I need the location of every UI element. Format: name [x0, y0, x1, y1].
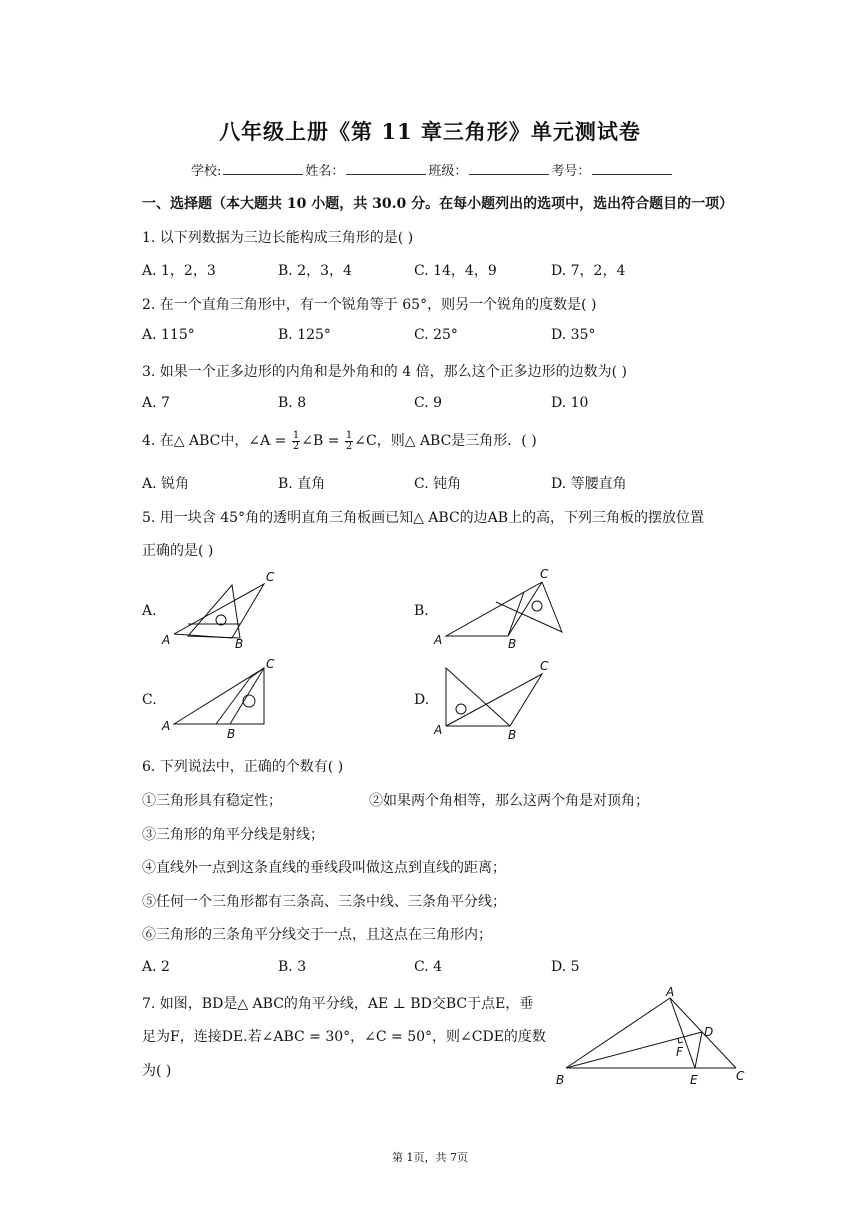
page-title: 八年级上册《第 11 章三角形》单元测试卷 — [219, 119, 641, 144]
q3-option-a[interactable]: A. 7 — [142, 395, 170, 411]
q5-figure-a — [160, 568, 280, 652]
q3-option-b[interactable]: B. 8 — [278, 395, 307, 411]
q4-fraction-1: $\frac{1}{2}$ — [292, 429, 300, 452]
q6-statement-1: ①三角形具有稳定性； — [142, 793, 282, 809]
q6-statement-5: ⑤任何一个三角形都有三条高、三条中线、三条角平分线； — [142, 894, 506, 910]
q1-option-d[interactable]: D. 7，2，4 — [551, 263, 626, 279]
question-3-stem: 3. 如果一个正多边形的内角和是外角和的 4 倍，那么这个正多边形的边数为( ) — [142, 364, 627, 380]
name-label: 姓名： — [305, 164, 345, 179]
q4-option-b[interactable]: B. 直角 — [278, 476, 326, 492]
q4-option-a[interactable]: A. 锐角 — [142, 476, 190, 492]
name-blank[interactable] — [346, 162, 426, 175]
q6-option-b[interactable]: B. 3 — [278, 959, 307, 975]
question-6-stem: 6. 下列说法中，正确的个数有( ) — [142, 759, 344, 775]
q4-fraction-2: $\frac{1}{2}$ — [345, 429, 353, 452]
q5a-label-a: A — [162, 633, 171, 647]
q5c-label-a: A — [162, 719, 171, 733]
q1-option-b[interactable]: B. 2，3，4 — [278, 263, 352, 279]
q5c-label-c: C — [266, 657, 275, 671]
q7-label-e: E — [690, 1073, 698, 1087]
question-5-stem-line2: 正确的是( ) — [142, 543, 214, 559]
q2-option-b[interactable]: B. 125° — [278, 327, 331, 343]
question-5-stem-line1: 5. 用一块含 45°角的透明直角三角板画已知△ ABC的边AB上的高，下列三角板的摆放位置 — [142, 510, 705, 526]
q4-stem-mid: ∠B = — [301, 433, 340, 449]
class-label: 班级： — [428, 164, 468, 179]
question-7-line1: 7. 如图，BD是△ ABC的角平分线，AE ⊥ BD交BC于点E，垂 — [142, 996, 534, 1012]
school-blank[interactable] — [223, 162, 303, 175]
q5-option-b[interactable]: B. — [414, 603, 429, 619]
q5b-label-c: C — [540, 567, 549, 581]
q5b-label-b: B — [508, 637, 517, 651]
q5-option-d[interactable]: D. — [414, 692, 430, 708]
q6-statement-2: ②如果两个角相等，那么这两个角是对顶角； — [369, 793, 649, 809]
q4-stem-post: ∠C，则△ ABC是三角形．( ) — [354, 433, 537, 449]
q2-option-d[interactable]: D. 35° — [551, 327, 596, 343]
q4-stem-pre: 4. 在△ ABC中，∠A = — [142, 433, 287, 449]
q5d-label-c: C — [540, 659, 549, 673]
q7-label-a: A — [666, 985, 675, 999]
q7-figure — [552, 985, 752, 1092]
q1-option-c[interactable]: C. 14，4，9 — [414, 263, 497, 279]
page-footer: 第 1页，共 7页 — [392, 1151, 468, 1164]
q3-option-c[interactable]: C. 9 — [414, 395, 443, 411]
q6-statement-4: ④直线外一点到这条直线的垂线段叫做这点到直线的距离； — [142, 860, 506, 876]
q5-figure-d — [432, 660, 562, 744]
number-label: 考号： — [551, 164, 591, 179]
q1-option-a[interactable]: A. 1，2，3 — [142, 263, 216, 279]
q6-statement-3: ③三角形的角平分线是射线； — [142, 827, 324, 843]
q5d-label-b: B — [508, 728, 517, 742]
question-4-stem — [142, 430, 537, 452]
q5a-label-b: B — [235, 637, 244, 651]
q3-option-d[interactable]: D. 10 — [551, 395, 589, 411]
q4-option-c[interactable]: C. 钝角 — [414, 476, 462, 492]
class-blank[interactable] — [469, 162, 549, 175]
q5-figure-b — [432, 566, 572, 652]
q6-option-c[interactable]: C. 4 — [414, 959, 443, 975]
school-label: 学校: — [191, 164, 222, 179]
q4-option-d[interactable]: D. 等腰直角 — [551, 476, 627, 492]
question-7-line3: 为( ) — [142, 1063, 172, 1079]
q6-option-a[interactable]: A. 2 — [142, 959, 170, 975]
q5-option-c[interactable]: C. — [142, 692, 157, 708]
question-1-stem: 1. 以下列数据为三边长能构成三角形的是( ) — [142, 230, 414, 246]
student-info — [191, 160, 674, 179]
q2-option-a[interactable]: A. 115° — [142, 327, 195, 343]
q5c-label-b: B — [227, 727, 236, 741]
q5-option-a[interactable]: A. — [142, 603, 157, 619]
question-7-line2: 足为F，连接DE.若∠ABC = 30°，∠C = 50°，则∠CDE的度数 — [142, 1029, 546, 1045]
q2-option-c[interactable]: C. 25° — [414, 327, 458, 343]
q5b-label-a: A — [434, 633, 443, 647]
q7-label-b: B — [556, 1073, 565, 1087]
q7-label-d: D — [704, 1025, 714, 1039]
q5d-label-a: A — [434, 723, 443, 737]
question-2-stem: 2. 在一个直角三角形中，有一个锐角等于 65°，则另一个锐角的度数是( ) — [142, 297, 597, 313]
q5a-label-c: C — [266, 570, 275, 584]
q7-label-f: F — [676, 1045, 683, 1059]
q7-label-c: C — [736, 1069, 745, 1083]
q6-option-d[interactable]: D. 5 — [551, 959, 580, 975]
q5-figure-c — [160, 656, 280, 740]
q6-statement-6: ⑥三角形的三条角平分线交于一点，且这点在三角形内； — [142, 927, 492, 943]
section-heading: 一、选择题（本大题共 10 小题，共 30.0 分。在每小题列出的选项中，选出符合题目的一项） — [142, 196, 734, 212]
number-blank[interactable] — [592, 162, 672, 175]
